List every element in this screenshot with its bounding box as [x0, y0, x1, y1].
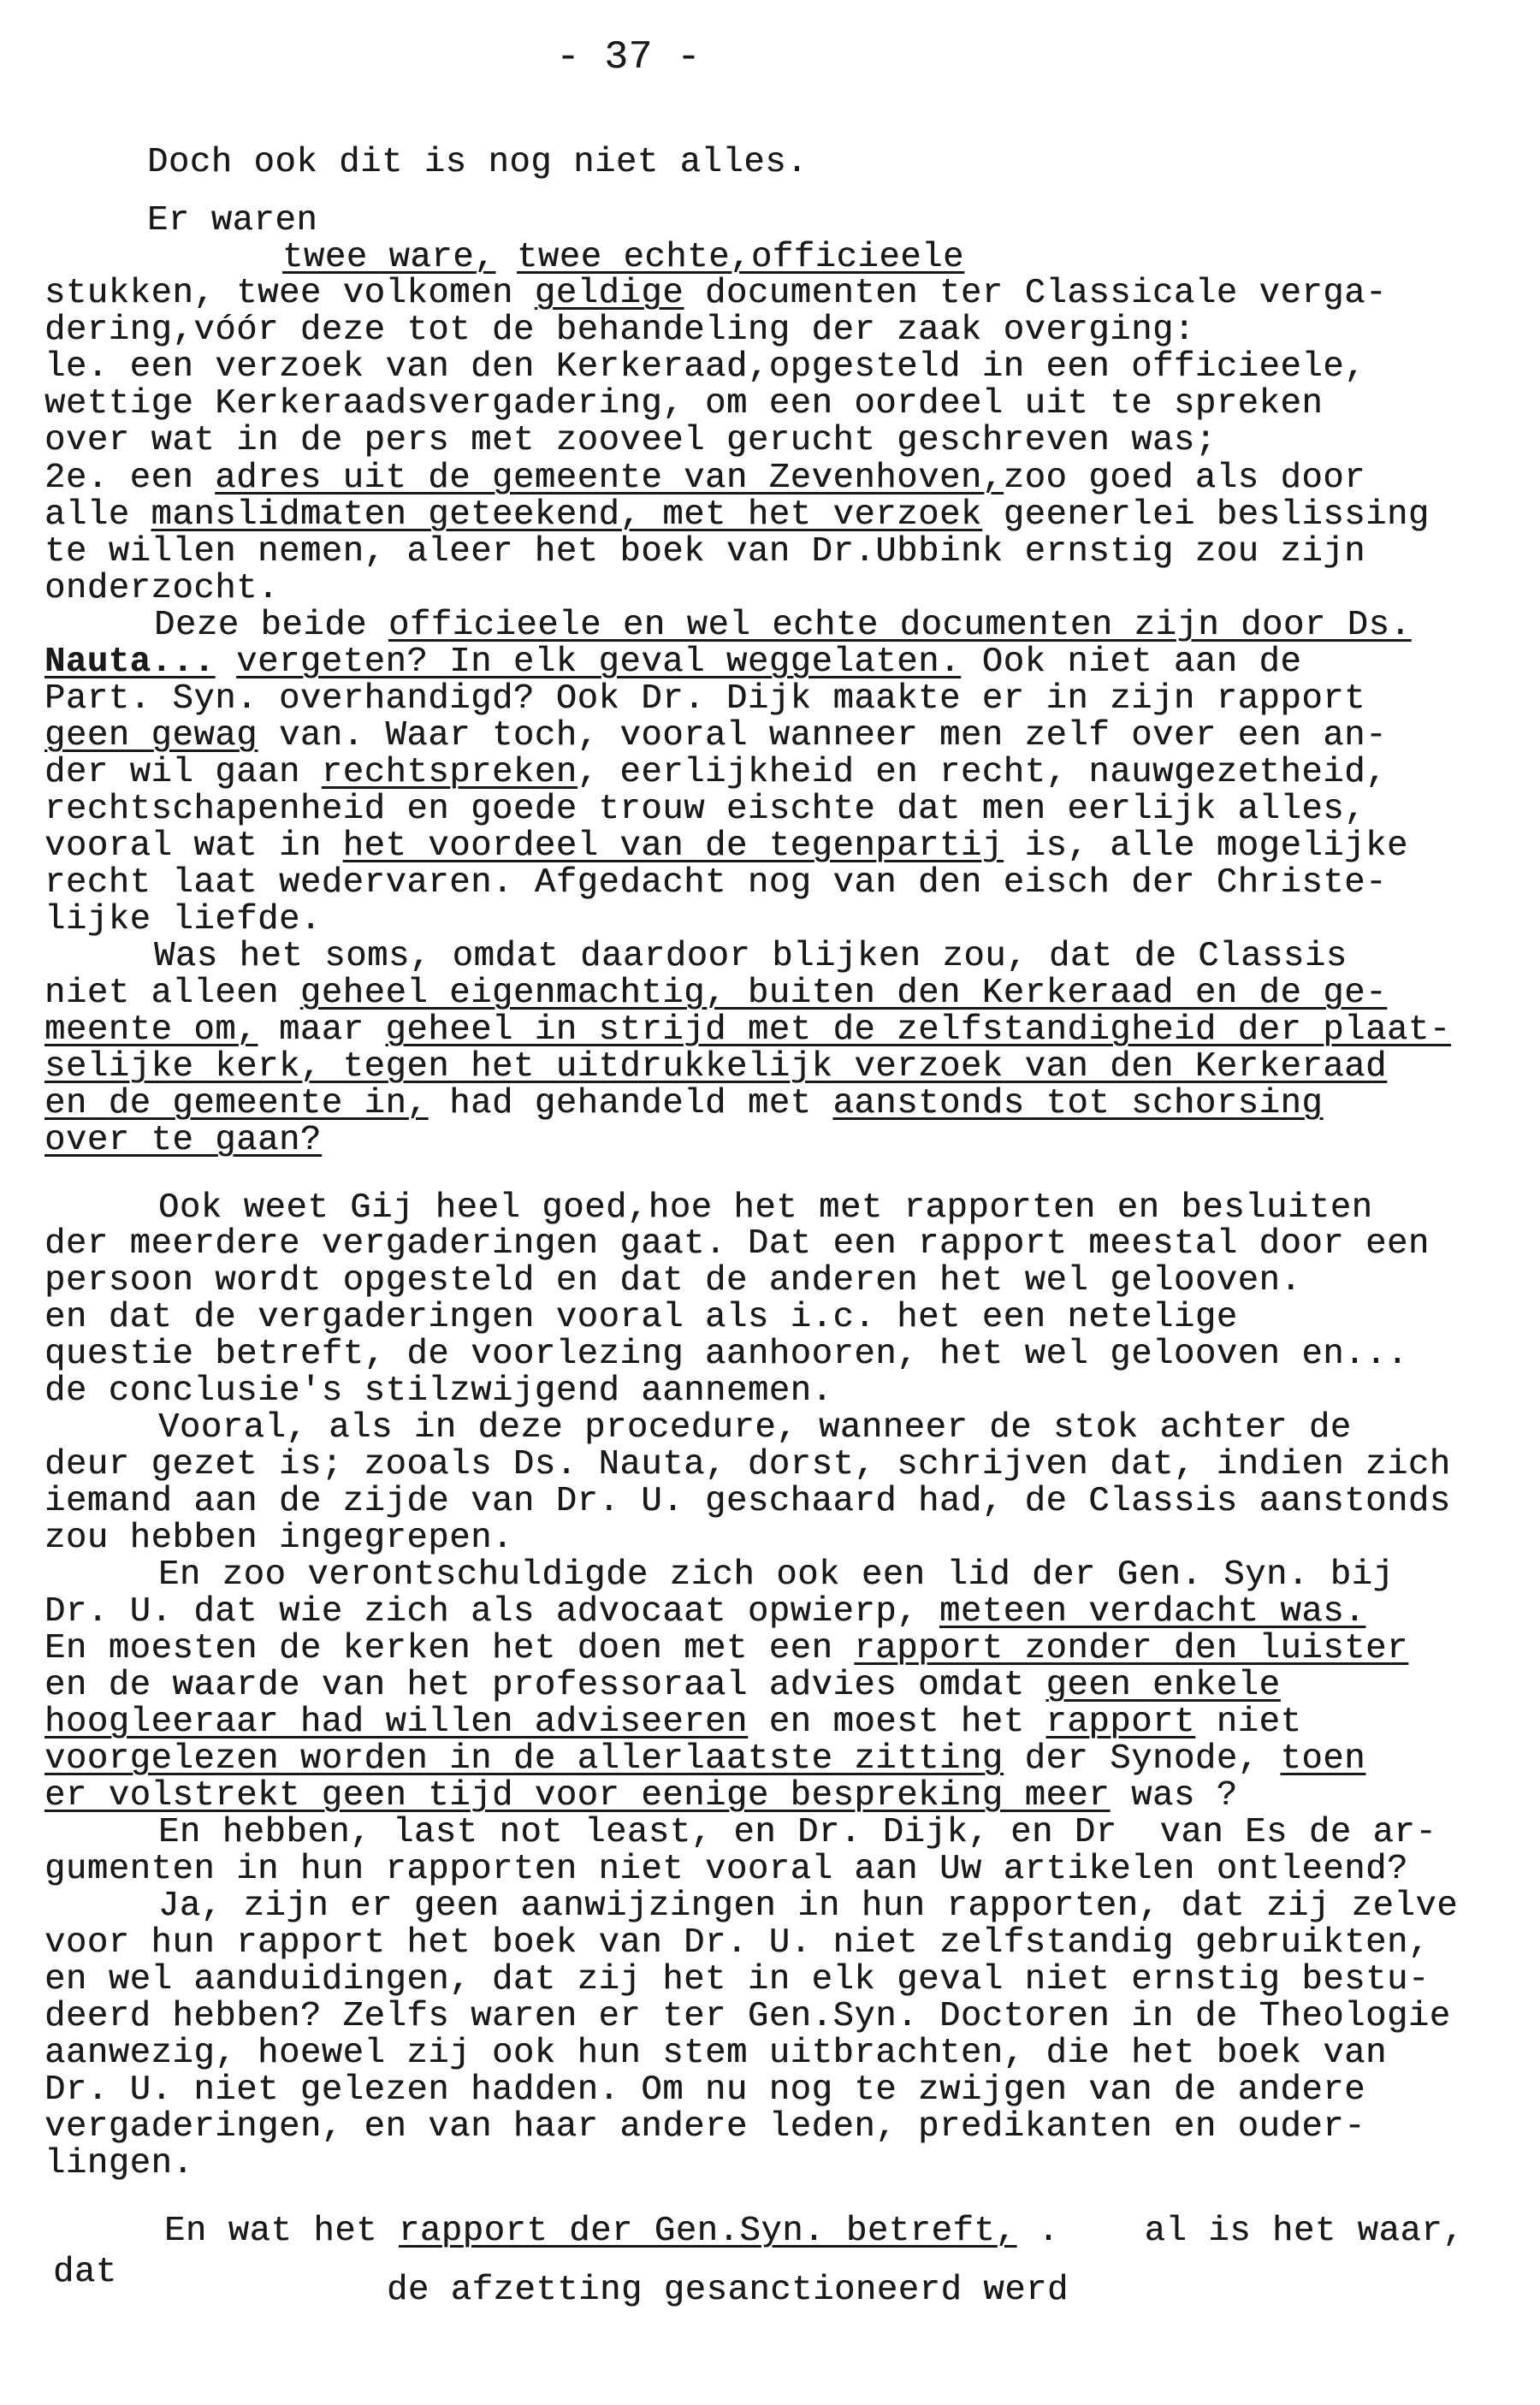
text-line: vooral wat in het voordeel van de tegenpartij is, alle mogelijke — [44, 826, 1408, 866]
text-line — [44, 1047, 1387, 1087]
underlined-phrase: rapport — [1045, 1703, 1195, 1742]
text-line: niet alleen geheel eigenmachtig, buiten den Kerkeraad en de ge- — [44, 974, 1387, 1013]
text-line: wettige Kerkeraadsvergadering, om een oordeel uit te spreken — [44, 384, 1324, 424]
text-line: en dat de vergaderingen vooral als i.c. het een netelige — [44, 1298, 1238, 1337]
text-line: de conclusie's stilzwijgend aannemen. — [44, 1371, 833, 1411]
text-line: te willen nemen, aleer het boek van Dr.Ubbink ernstig zou zijn — [44, 532, 1366, 572]
text-line: En zoo verontschuldigde zich ook een lid der Gen. Syn. bij — [158, 1555, 1395, 1595]
text-line: Nauta... vergeten? In elk geval weggelaten. Ook niet aan de — [44, 643, 1302, 682]
text-line: lijke liefde. — [44, 900, 322, 939]
text-line: en de waarde van het professoraal advies omdat geen enkele — [44, 1666, 1281, 1705]
underlined-phrase: selijke kerk, tegen het uitdrukkelijk verzoek van den Kerkeraad — [44, 1047, 1387, 1087]
text-line: der meerdere vergaderingen gaat. Dat een rapport meestal door een — [44, 1224, 1430, 1264]
text-line: dering,vóór deze tot de behandeling der zaak overging: — [44, 311, 1195, 350]
text-line: Vooral, als in deze procedure, wanneer de stok achter de — [158, 1408, 1352, 1448]
text-line: Deze beide officieele en wel echte documenten zijn door Ds. — [154, 606, 1412, 645]
text-line: Ja, zijn er geen aanwijzingen in hun rapporten, dat zij zelve — [158, 1887, 1459, 1926]
underlined-phrase: geheel in strijd met de zelfstandigheid der plaat- — [385, 1010, 1451, 1050]
text-line: recht laat wedervaren. Afgedacht nog van den eisch der Christe- — [44, 863, 1387, 903]
underlined-phrase: en de gemeente in, — [44, 1084, 429, 1123]
underlined-phrase: er volstrekt geen tijd voor eenige bespreking meer — [44, 1776, 1111, 1816]
underlined-phrase: twee echte,officieele — [516, 238, 964, 277]
text-line: En moesten de kerken het doen met een rapport zonder den luister — [44, 1629, 1408, 1668]
text-line: voorgelezen worden in de allerlaatste zitting der Synode, toen — [44, 1739, 1366, 1779]
underlined-phrase: officieele en wel echte documenten zijn door Ds. — [388, 606, 1412, 645]
text-line: Part. Syn. overhandigd? Ook Dr. Dijk maakte er in zijn rapport — [44, 679, 1366, 719]
text-line: iemand aan de zijde van Dr. U. geschaard had, de Classis aanstonds — [44, 1482, 1451, 1521]
text-line: alle manslidmaten geteekend, met het verzoek geenerlei beslissing — [44, 495, 1430, 535]
underlined-phrase: Nauta... — [44, 643, 216, 682]
text-line: Was het soms, omdat daardoor blijken zou, dat de Classis — [154, 937, 1348, 976]
text-line: en de gemeente in, had gehandeld met aanstonds tot schorsing — [44, 1084, 1324, 1123]
text-line: dat — [53, 2253, 117, 2292]
text-line: Ook weet Gij heel goed,hoe het met rapporten en besluiten — [158, 1188, 1373, 1228]
text-line: vergaderingen, en van haar andere leden, predikanten en ouder- — [44, 2107, 1366, 2147]
text-line: questie betreft, de voorlezing aanhooren, het wel gelooven en... — [44, 1335, 1408, 1374]
text-line: stukken, twee volkomen geldige documenten ter Classicale verga- — [44, 274, 1387, 313]
text-line: onderzocht. — [44, 569, 279, 608]
text-line: zou hebben ingegrepen. — [44, 1519, 513, 1558]
underlined-phrase: rapport zonder den luister — [854, 1629, 1408, 1668]
underlined-phrase: vergeten? In elk geval weggelaten. — [236, 643, 961, 682]
text-line: er volstrekt geen tijd voor eenige bespreking meer was ? — [44, 1776, 1238, 1816]
underlined-phrase: geen enkele — [1045, 1666, 1281, 1705]
text-line: En hebben, last not least, en Dr. Dijk, en Dr van Es de ar- — [158, 1813, 1437, 1852]
text-line: aanwezig, hoewel zij ook hun stem uitbrachten, die het boek van — [44, 2034, 1387, 2073]
underlined-phrase: aanstonds tot schorsing — [832, 1084, 1324, 1123]
underlined-phrase: hoogleeraar had willen adviseeren — [44, 1703, 748, 1742]
underlined-phrase: rechtspreken — [321, 753, 578, 792]
text-line — [282, 240, 964, 275]
underlined-phrase: geldige — [534, 274, 684, 313]
underlined-phrase: twee ware, — [282, 238, 496, 277]
text-line: 2e. een adres uit de gemeente van Zevenhoven,zoo goed als door — [44, 459, 1366, 498]
text-line — [44, 1123, 322, 1158]
text-line: hoogleeraar had willen adviseeren en moest het rapport niet — [44, 1703, 1302, 1742]
underlined-phrase: voorgelezen worden in de allerlaatste zitting — [44, 1739, 1004, 1779]
text-line: persoon wordt opgesteld en dat de anderen het wel gelooven. — [44, 1261, 1302, 1300]
text-line: der wil gaan rechtspreken, eerlijkheid en recht, nauwgezetheid, — [44, 753, 1387, 792]
underlined-phrase: over te gaan? — [44, 1121, 322, 1160]
text-line: Er waren — [147, 201, 318, 240]
underlined-phrase: adres uit de gemeente van Zevenhoven, — [215, 459, 1004, 498]
text-line: rechtschapenheid en goede trouw eischte dat men eerlijk alles, — [44, 790, 1366, 829]
text-line: deerd hebben? Zelfs waren er ter Gen.Syn. Doctoren in de Theologie — [44, 1997, 1451, 2036]
underlined-phrase: geen gewag — [44, 716, 258, 755]
text-line: de afzetting gesanctioneerd werd — [387, 2271, 1069, 2310]
underlined-phrase: toen — [1280, 1739, 1366, 1779]
text-line: lingen. — [44, 2144, 194, 2183]
text-line: Dr. U. dat wie zich als advocaat opwierp, meteen verdacht was. — [44, 1592, 1366, 1632]
text-line: geen gewag van. Waar toch, vooral wanneer men zelf over een an- — [44, 716, 1387, 755]
text-line: En wat het rapport der Gen.Syn. betreft, . al is het waar, — [164, 2212, 1465, 2251]
underlined-phrase: rapport der Gen.Syn. betreft, — [398, 2212, 1017, 2251]
underlined-phrase: manslidmaten geteekend, met het verzoek — [151, 495, 982, 535]
underlined-phrase: meteen verdacht was. — [939, 1592, 1366, 1632]
underlined-phrase: het voordeel van de tegenpartij — [342, 826, 1004, 866]
page-number: - 37 - — [556, 35, 702, 80]
text-line: Doch ook dit is nog niet alles. — [147, 143, 808, 182]
text-line: voor hun rapport het boek van Dr. U. niet zelfstandig gebruikten, — [44, 1923, 1430, 1963]
underlined-phrase: geheel eigenmachtig, buiten den Kerkeraad en de ge- — [299, 974, 1387, 1013]
text-line: Dr. U. niet gelezen hadden. Om nu nog te zwijgen van de andere — [44, 2070, 1366, 2110]
text-line: meente om, maar geheel in strijd met de zelfstandigheid der plaat- — [44, 1010, 1451, 1050]
text-line: over wat in de pers met zooveel gerucht geschreven was; — [44, 421, 1217, 460]
text-line: en wel aanduidingen, dat zij het in elk geval niet ernstig bestu- — [44, 1960, 1430, 1999]
text-line: deur gezet is; zooals Ds. Nauta, dorst, schrijven dat, indien zich — [44, 1445, 1451, 1484]
text-line: gumenten in hun rapporten niet vooral aan Uw artikelen ontleend? — [44, 1850, 1408, 1889]
text-line: le. een verzoek van den Kerkeraad,opgesteld in een officieele, — [44, 347, 1366, 387]
underlined-phrase: meente om, — [44, 1010, 258, 1050]
